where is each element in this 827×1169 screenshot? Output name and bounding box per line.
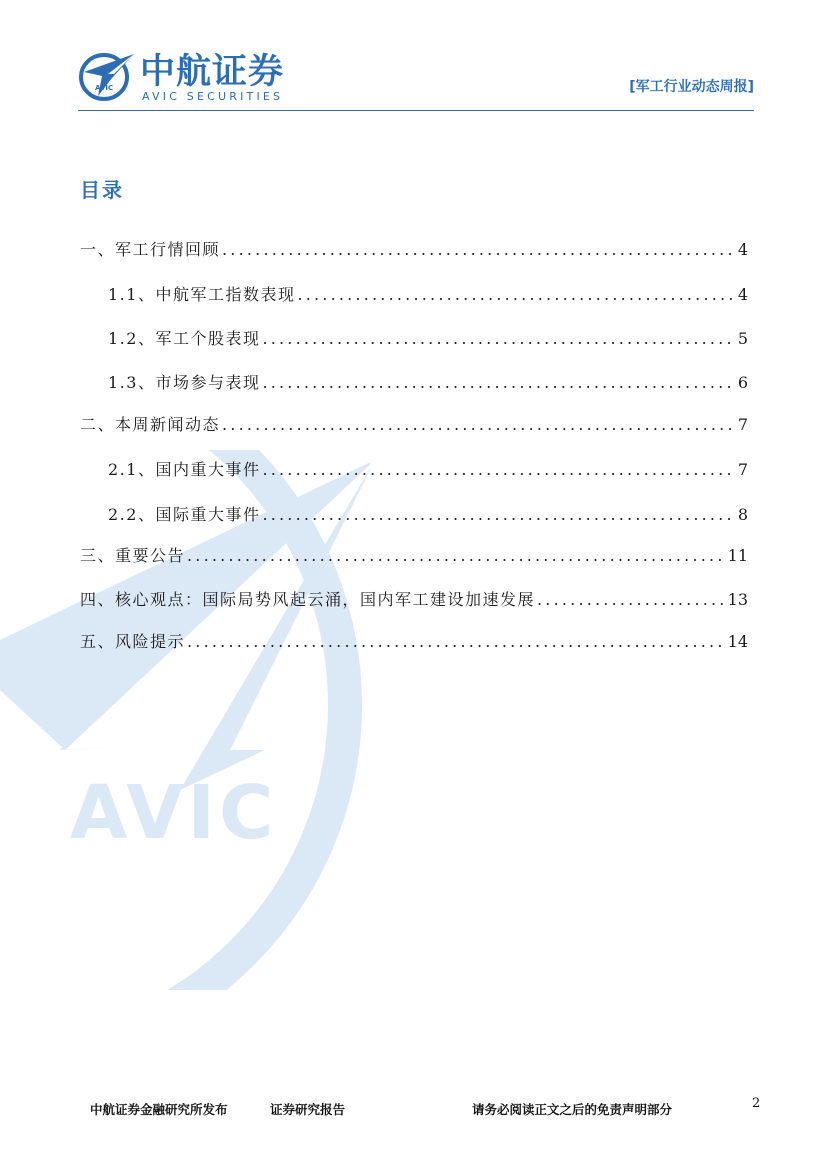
toc-entry-label: 三、重要公告 (80, 546, 186, 565)
toc-leader-dots (297, 281, 735, 309)
toc-leader-dots (262, 325, 735, 353)
toc-entry-page: 14 (727, 632, 748, 651)
watermark-text: AVIC (70, 770, 278, 856)
toc-entry-page: 8 (737, 505, 748, 524)
toc-leader-dots (262, 501, 735, 529)
toc-entry-5[interactable] (80, 628, 748, 656)
toc-entry-1-2[interactable] (108, 325, 748, 353)
page-number: 2 (752, 1096, 761, 1111)
toc-leader-dots (262, 369, 735, 397)
toc-entry-1-3[interactable] (108, 369, 748, 397)
report-type-label: [军工行业动态周报] (629, 79, 754, 95)
toc-title: 目录 (80, 178, 124, 202)
toc-entry-page: 4 (737, 240, 748, 259)
page-header (78, 50, 754, 112)
toc-leader-dots (537, 586, 726, 614)
toc-entry-page: 6 (737, 373, 748, 392)
toc-entry-label: 四、核心观点：国际局势风起云涌，国内军工建设加速发展 (80, 590, 536, 609)
toc-entry-page: 13 (727, 590, 748, 609)
toc-entry-page: 7 (737, 415, 748, 434)
toc-entry-label: 1.1、中航军工指数表现 (108, 285, 296, 304)
avic-watermark (0, 450, 370, 990)
toc-entry-label: 五、风险提示 (80, 632, 186, 651)
toc-entry-label: 1.3、市场参与表现 (108, 373, 261, 392)
toc-entry-label: 2.1、国内重大事件 (108, 460, 261, 479)
toc-leader-dots (187, 628, 726, 656)
header-divider (78, 110, 754, 111)
toc-entry-label: 二、本周新闻动态 (80, 415, 221, 434)
footer-doc-type: 证券研究报告 (270, 1102, 346, 1117)
toc-entry-page: 4 (737, 285, 748, 304)
toc-leader-dots (222, 411, 736, 439)
toc-leader-dots (222, 236, 736, 264)
logo-text: AVIC (95, 84, 114, 92)
page-footer (90, 1096, 766, 1120)
toc-entry-label: 1.2、军工个股表现 (108, 329, 261, 348)
avic-logo-icon (78, 50, 138, 102)
toc-entry-2-2[interactable] (108, 501, 748, 529)
footer-publisher: 中航证券金融研究所发布 (90, 1102, 228, 1117)
toc-entry-2-1[interactable] (108, 456, 748, 484)
brand-name-cn: 中航证券 (140, 52, 285, 92)
toc-entry-label: 2.2、国际重大事件 (108, 505, 261, 524)
toc-entry-1[interactable] (80, 236, 748, 264)
toc-entry-label: 一、军工行情回顾 (80, 240, 221, 259)
footer-disclaimer: 请务必阅读正文之后的免责声明部分 (472, 1102, 673, 1117)
toc-entry-page: 7 (737, 460, 748, 479)
toc-leader-dots (262, 456, 735, 484)
toc-entry-page: 11 (727, 546, 748, 565)
toc-leader-dots (187, 542, 726, 570)
brand-name-en: AVIC SECURITIES (142, 90, 284, 103)
toc-entry-1-1[interactable] (108, 281, 748, 309)
toc-entry-4[interactable] (80, 586, 748, 614)
toc-entry-3[interactable] (80, 542, 748, 570)
toc-entry-2[interactable] (80, 411, 748, 439)
toc-entry-page: 5 (737, 329, 748, 348)
